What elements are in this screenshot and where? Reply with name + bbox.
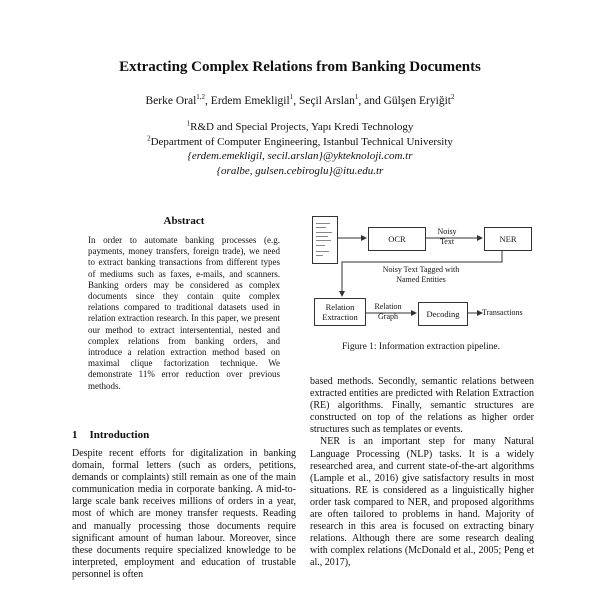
noisy-text-label: Noisy Text <box>437 227 457 246</box>
author-affiliation-mark: 1 <box>289 93 294 102</box>
email-line: {oralbe, gulsen.cebiroglu}@itu.edu.tr <box>216 164 384 177</box>
ocr-node: OCR <box>368 227 426 251</box>
affiliation-line <box>0 120 600 135</box>
author-affiliation-mark: 2 <box>450 93 455 102</box>
affiliation-block <box>0 120 600 178</box>
right-column-body <box>310 376 534 570</box>
paragraph: Despite recent efforts for digitalization in banking domain, formal letters (such as orders, petitions, demands or complaints) still remain as one of the main communication media in corporate banking. A mid-to-large scale bank receives millions of orders in a year, most of which are money transfer requests. Reading and manually processing those documents require significant amount of human labour. Moreover, since these documents require specialized knowledge to be interpreted, employment and education of trustable personnel is often <box>72 448 296 580</box>
decoding-node: Decoding <box>418 302 468 326</box>
author-name: Seçil Arslan <box>298 95 355 107</box>
affiliation-mark: 1 <box>186 119 191 128</box>
affiliation-line <box>0 135 600 150</box>
figure-caption: Figure 1: Information extraction pipeline. <box>341 342 501 352</box>
document-icon <box>312 216 338 264</box>
introduction-body <box>72 448 296 581</box>
email-line: {erdem.emekligil, secil.arslan}@ykteknoloji.com.tr <box>187 150 413 162</box>
paper-title: Extracting Complex Relations from Banking Documents <box>119 59 481 75</box>
author-affiliation-mark: 1,2 <box>196 93 206 102</box>
author-separator: , <box>293 95 299 107</box>
author-affiliation-mark: 1 <box>354 93 359 102</box>
pipeline-figure <box>306 210 536 330</box>
transactions-label: Transactions <box>482 308 523 317</box>
abstract-body: In order to automate banking processes (e.g. payments, money transfers, foreign trade), we need to extract banking transactions from different types of mediums such as faxes, e-mails, and scanners. Banking orders may be considered as complex documents since they contain quite complex relations compared to traditional datasets used in relation extraction research. In this paper, we present our method to extract intersentential, nested and complex relations from banking orders, and introduce a relation extraction method based on maximal clique factorization technique. We demonstrate 11% error reduction over previous methods. <box>88 235 280 391</box>
author-list <box>0 95 600 107</box>
author-name: Gülşen Eryiğit <box>383 95 451 107</box>
affiliation-mark: 2 <box>147 133 151 142</box>
author-separator: , and <box>358 95 384 107</box>
author-name: Erdem Emekligil <box>210 95 290 107</box>
ner-node: NER <box>484 227 532 251</box>
abstract-heading: Abstract <box>163 215 205 227</box>
author-separator: , <box>205 95 211 107</box>
section-title: Introduction <box>89 429 150 441</box>
paragraph: based methods. Secondly, semantic relations between extracted entities are predicted with Relation Extraction (RE) algorithms. Finally, semantic structures are constructed on top of the relations as higher order structures such as templates or events. <box>310 376 534 436</box>
paragraph: NER is an important step for many Natural Language Processing (NLP) tasks. It is a widely researched area, and current state-of-the-art algorithms (Lample et al., 2016) give satisfactory results in most situations. RE is considered as a linguistically higher order task compared to NER, and proposed algorithms are often tailored to problems in hand. Majority of research in this area is focused on extracting binary relations. Although there are some research dealing with complex relations (McDonald et al., 2005; Peng et al., 2017), <box>310 436 534 569</box>
author-name: Berke Oral <box>145 95 197 107</box>
section-number: 1 <box>72 429 78 441</box>
relation-graph-label: Relation Graph <box>374 302 402 321</box>
affiliation-text: Department of Computer Engineering, Istanbul Technical University <box>150 135 453 148</box>
relation-extraction-node: Relation Extraction <box>314 298 366 326</box>
section-heading <box>72 429 149 441</box>
noisy-text-tagged-label: Noisy Text Tagged with Named Entities <box>382 265 460 284</box>
affiliation-text: R&D and Special Projects, Yapı Kredi Technology <box>190 121 414 133</box>
